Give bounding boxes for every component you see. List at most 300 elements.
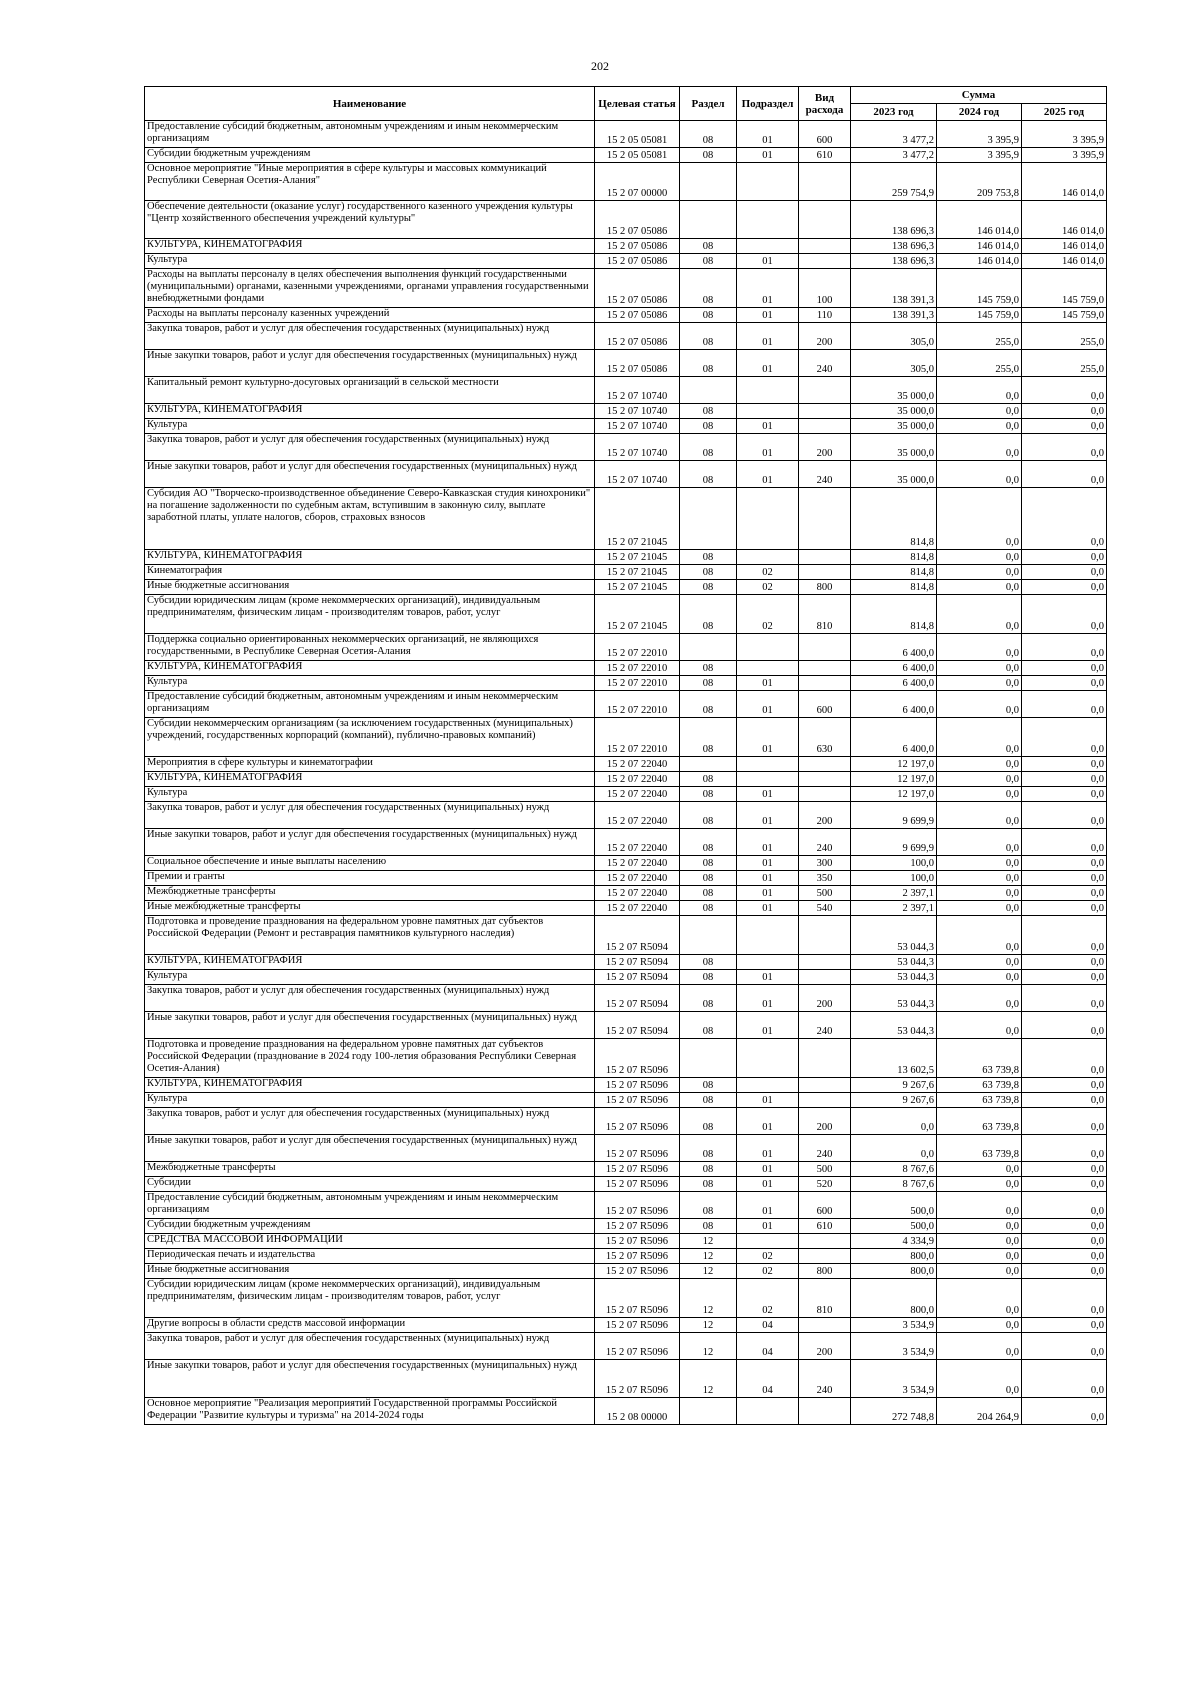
row-sum-2023: 53 044,3	[851, 955, 937, 970]
row-name: Культура	[145, 970, 595, 985]
row-sum-2024: 0,0	[937, 634, 1022, 661]
row-name: Предоставление субсидий бюджетным, автономным учреждениям и иным некоммерческим организациям	[145, 121, 595, 148]
row-article: 15 2 07 05086	[595, 254, 680, 269]
table-row	[145, 901, 1107, 916]
row-section: 08	[680, 802, 737, 829]
row-name: Культура	[145, 676, 595, 691]
row-sum-2025: 146 014,0	[1022, 239, 1107, 254]
row-section: 08	[680, 901, 737, 916]
row-article: 15 2 07 R5094	[595, 970, 680, 985]
table-row	[145, 1093, 1107, 1108]
row-sum-2024: 0,0	[937, 419, 1022, 434]
row-expense-type: 350	[799, 871, 851, 886]
row-name: Субсидии юридическим лицам (кроме некоммерческих организаций), индивидуальным предпринимателям, физическим лицам - производителям товаров, работ, услуг	[145, 1279, 595, 1318]
row-article: 15 2 07 05086	[595, 201, 680, 239]
row-name: СРЕДСТВА МАССОВОЙ ИНФОРМАЦИИ	[145, 1234, 595, 1249]
table-row	[145, 1249, 1107, 1264]
row-sum-2023: 3 534,9	[851, 1360, 937, 1398]
row-expense-type	[799, 201, 851, 239]
row-sum-2024: 255,0	[937, 350, 1022, 377]
row-sum-2023: 3 477,2	[851, 148, 937, 163]
row-sum-2024: 0,0	[937, 1177, 1022, 1192]
row-expense-type: 810	[799, 595, 851, 634]
row-section	[680, 1039, 737, 1078]
row-expense-type	[799, 970, 851, 985]
row-subsection	[737, 377, 799, 404]
row-subsection: 01	[737, 901, 799, 916]
row-expense-type: 200	[799, 1333, 851, 1360]
row-section: 08	[680, 871, 737, 886]
row-expense-type: 240	[799, 1360, 851, 1398]
row-subsection: 01	[737, 886, 799, 901]
row-expense-type: 110	[799, 308, 851, 323]
row-sum-2025: 0,0	[1022, 1264, 1107, 1279]
row-section: 12	[680, 1249, 737, 1264]
row-sum-2025: 0,0	[1022, 985, 1107, 1012]
row-sum-2024: 63 739,8	[937, 1039, 1022, 1078]
row-expense-type	[799, 955, 851, 970]
row-sum-2023: 138 391,3	[851, 269, 937, 308]
row-sum-2024: 145 759,0	[937, 308, 1022, 323]
table-row	[145, 1192, 1107, 1219]
row-sum-2024: 0,0	[937, 1318, 1022, 1333]
row-name: Основное мероприятие "Реализация мероприятий Государственной программы Российской Федерации "Развитие культуры и туризма" на 2014-2024 годы	[145, 1398, 595, 1425]
row-subsection	[737, 634, 799, 661]
row-expense-type: 610	[799, 148, 851, 163]
row-subsection	[737, 488, 799, 550]
table-row	[145, 1219, 1107, 1234]
row-sum-2024: 0,0	[937, 757, 1022, 772]
row-article: 15 2 07 R5096	[595, 1249, 680, 1264]
row-sum-2023: 35 000,0	[851, 419, 937, 434]
row-subsection: 01	[737, 121, 799, 148]
row-sum-2024: 145 759,0	[937, 269, 1022, 308]
row-name: Закупка товаров, работ и услуг для обеспечения государственных (муниципальных) нужд	[145, 434, 595, 461]
row-subsection: 01	[737, 1162, 799, 1177]
row-sum-2025: 0,0	[1022, 1234, 1107, 1249]
row-article: 15 2 07 R5094	[595, 916, 680, 955]
row-sum-2025: 0,0	[1022, 1279, 1107, 1318]
row-sum-2023: 35 000,0	[851, 434, 937, 461]
row-name: Периодическая печать и издательства	[145, 1249, 595, 1264]
row-sum-2024: 63 739,8	[937, 1135, 1022, 1162]
table-row	[145, 1234, 1107, 1249]
table-row	[145, 634, 1107, 661]
row-sum-2024: 0,0	[937, 1249, 1022, 1264]
row-subsection: 01	[737, 676, 799, 691]
row-expense-type	[799, 1078, 851, 1093]
row-sum-2024: 0,0	[937, 404, 1022, 419]
row-sum-2024: 209 753,8	[937, 163, 1022, 201]
row-sum-2025: 0,0	[1022, 1360, 1107, 1398]
row-name: Субсидии некоммерческим организациям (за исключением государственных (муниципальных) учреждений, государственных корпораций (компаний), публично-правовых компаний)	[145, 718, 595, 757]
table-row	[145, 955, 1107, 970]
row-name: КУЛЬТУРА, КИНЕМАТОГРАФИЯ	[145, 772, 595, 787]
row-subsection: 01	[737, 1177, 799, 1192]
row-subsection	[737, 1398, 799, 1425]
row-sum-2023: 305,0	[851, 350, 937, 377]
row-expense-type	[799, 419, 851, 434]
row-name: Иные бюджетные ассигнования	[145, 1264, 595, 1279]
row-sum-2024: 0,0	[937, 1219, 1022, 1234]
row-sum-2025: 3 395,9	[1022, 148, 1107, 163]
row-expense-type: 520	[799, 1177, 851, 1192]
row-sum-2023: 53 044,3	[851, 1012, 937, 1039]
row-section	[680, 757, 737, 772]
row-name: КУЛЬТУРА, КИНЕМАТОГРАФИЯ	[145, 239, 595, 254]
table-row	[145, 1108, 1107, 1135]
row-sum-2024: 0,0	[937, 1279, 1022, 1318]
row-article: 15 2 07 R5096	[595, 1039, 680, 1078]
row-sum-2023: 814,8	[851, 580, 937, 595]
row-sum-2024: 0,0	[937, 871, 1022, 886]
row-expense-type: 200	[799, 434, 851, 461]
row-article: 15 2 07 05086	[595, 323, 680, 350]
row-section: 08	[680, 254, 737, 269]
row-subsection: 01	[737, 1135, 799, 1162]
row-sum-2023: 305,0	[851, 323, 937, 350]
row-sum-2025: 0,0	[1022, 970, 1107, 985]
row-expense-type	[799, 1318, 851, 1333]
header-name: Наименование	[145, 87, 595, 121]
row-sum-2023: 9 699,9	[851, 802, 937, 829]
row-sum-2024: 146 014,0	[937, 201, 1022, 239]
row-expense-type	[799, 1039, 851, 1078]
row-expense-type: 500	[799, 1162, 851, 1177]
row-name: Культура	[145, 254, 595, 269]
row-expense-type	[799, 163, 851, 201]
row-section: 12	[680, 1333, 737, 1360]
header-section: Раздел	[680, 87, 737, 121]
row-section: 08	[680, 691, 737, 718]
row-sum-2023: 100,0	[851, 871, 937, 886]
row-sum-2024: 0,0	[937, 488, 1022, 550]
row-subsection: 01	[737, 1192, 799, 1219]
row-article: 15 2 07 22040	[595, 787, 680, 802]
row-sum-2023: 500,0	[851, 1192, 937, 1219]
row-expense-type: 240	[799, 829, 851, 856]
row-section: 08	[680, 1192, 737, 1219]
row-expense-type	[799, 377, 851, 404]
row-sum-2024: 0,0	[937, 787, 1022, 802]
row-subsection: 01	[737, 970, 799, 985]
row-section: 08	[680, 1219, 737, 1234]
row-sum-2024: 0,0	[937, 434, 1022, 461]
row-sum-2025: 0,0	[1022, 595, 1107, 634]
row-sum-2023: 53 044,3	[851, 985, 937, 1012]
row-name: Закупка товаров, работ и услуг для обеспечения государственных (муниципальных) нужд	[145, 985, 595, 1012]
row-sum-2024: 3 395,9	[937, 121, 1022, 148]
row-expense-type	[799, 772, 851, 787]
row-section: 08	[680, 595, 737, 634]
row-expense-type: 240	[799, 1012, 851, 1039]
row-article: 15 2 07 R5094	[595, 1012, 680, 1039]
table-row	[145, 254, 1107, 269]
row-article: 15 2 07 21045	[595, 550, 680, 565]
row-subsection	[737, 955, 799, 970]
row-section: 08	[680, 565, 737, 580]
row-sum-2024: 0,0	[937, 1234, 1022, 1249]
row-sum-2023: 53 044,3	[851, 970, 937, 985]
row-article: 15 2 07 R5096	[595, 1219, 680, 1234]
row-article: 15 2 07 10740	[595, 404, 680, 419]
header-article: Целевая статья	[595, 87, 680, 121]
row-sum-2023: 814,8	[851, 488, 937, 550]
row-expense-type	[799, 757, 851, 772]
row-sum-2024: 0,0	[937, 985, 1022, 1012]
row-name: Закупка товаров, работ и услуг для обеспечения государственных (муниципальных) нужд	[145, 1108, 595, 1135]
row-expense-type: 240	[799, 1135, 851, 1162]
row-sum-2023: 35 000,0	[851, 404, 937, 419]
row-article: 15 2 07 21045	[595, 488, 680, 550]
row-subsection: 01	[737, 829, 799, 856]
row-sum-2023: 8 767,6	[851, 1162, 937, 1177]
row-article: 15 2 07 22040	[595, 886, 680, 901]
row-article: 15 2 07 10740	[595, 461, 680, 488]
row-sum-2023: 6 400,0	[851, 691, 937, 718]
row-sum-2025: 146 014,0	[1022, 254, 1107, 269]
row-subsection	[737, 661, 799, 676]
row-subsection: 02	[737, 595, 799, 634]
table-row	[145, 461, 1107, 488]
row-sum-2023: 272 748,8	[851, 1398, 937, 1425]
row-subsection: 01	[737, 1219, 799, 1234]
row-sum-2024: 0,0	[937, 377, 1022, 404]
row-article: 15 2 07 R5096	[595, 1279, 680, 1318]
row-section: 08	[680, 1135, 737, 1162]
table-row	[145, 1279, 1107, 1318]
row-sum-2024: 0,0	[937, 691, 1022, 718]
row-expense-type	[799, 488, 851, 550]
row-sum-2025: 0,0	[1022, 1162, 1107, 1177]
row-article: 15 2 07 R5096	[595, 1162, 680, 1177]
row-sum-2025: 0,0	[1022, 580, 1107, 595]
row-sum-2025: 0,0	[1022, 565, 1107, 580]
row-expense-type: 200	[799, 802, 851, 829]
row-article: 15 2 07 22040	[595, 772, 680, 787]
row-article: 15 2 07 05086	[595, 350, 680, 377]
row-section: 08	[680, 580, 737, 595]
row-section: 08	[680, 1177, 737, 1192]
row-subsection: 01	[737, 1108, 799, 1135]
row-article: 15 2 07 22010	[595, 676, 680, 691]
table-row	[145, 595, 1107, 634]
header-sum: Сумма	[851, 87, 1107, 104]
row-name: Иные закупки товаров, работ и услуг для обеспечения государственных (муниципальных) нужд	[145, 350, 595, 377]
row-subsection: 02	[737, 1249, 799, 1264]
row-sum-2024: 0,0	[937, 1012, 1022, 1039]
row-sum-2024: 0,0	[937, 970, 1022, 985]
table-row	[145, 757, 1107, 772]
row-sum-2025: 0,0	[1022, 1219, 1107, 1234]
row-section	[680, 201, 737, 239]
row-sum-2023: 9 267,6	[851, 1078, 937, 1093]
row-sum-2025: 0,0	[1022, 676, 1107, 691]
table-row	[145, 916, 1107, 955]
row-article: 15 2 07 22010	[595, 661, 680, 676]
row-sum-2023: 2 397,1	[851, 886, 937, 901]
table-row	[145, 802, 1107, 829]
row-article: 15 2 07 21045	[595, 595, 680, 634]
row-name: Культура	[145, 787, 595, 802]
row-article: 15 2 07 22040	[595, 829, 680, 856]
row-article: 15 2 07 22040	[595, 802, 680, 829]
row-sum-2025: 0,0	[1022, 955, 1107, 970]
row-expense-type: 300	[799, 856, 851, 871]
row-sum-2023: 6 400,0	[851, 661, 937, 676]
row-name: Субсидии бюджетным учреждениям	[145, 1219, 595, 1234]
row-expense-type	[799, 634, 851, 661]
table-row	[145, 239, 1107, 254]
row-article: 15 2 07 21045	[595, 565, 680, 580]
row-sum-2025: 0,0	[1022, 901, 1107, 916]
row-sum-2025: 0,0	[1022, 802, 1107, 829]
row-section: 08	[680, 787, 737, 802]
row-subsection: 01	[737, 308, 799, 323]
row-article: 15 2 05 05081	[595, 148, 680, 163]
row-expense-type: 630	[799, 718, 851, 757]
row-section: 08	[680, 886, 737, 901]
row-name: Межбюджетные трансферты	[145, 1162, 595, 1177]
row-sum-2024: 0,0	[937, 829, 1022, 856]
row-section: 08	[680, 419, 737, 434]
row-sum-2025: 146 014,0	[1022, 163, 1107, 201]
row-sum-2023: 138 391,3	[851, 308, 937, 323]
row-sum-2025: 0,0	[1022, 757, 1107, 772]
row-section: 08	[680, 404, 737, 419]
row-expense-type	[799, 1398, 851, 1425]
row-name: Иные закупки товаров, работ и услуг для обеспечения государственных (муниципальных) нужд	[145, 1012, 595, 1039]
row-sum-2023: 0,0	[851, 1135, 937, 1162]
row-subsection	[737, 550, 799, 565]
row-sum-2023: 100,0	[851, 856, 937, 871]
row-sum-2023: 500,0	[851, 1219, 937, 1234]
table-row	[145, 148, 1107, 163]
row-expense-type	[799, 661, 851, 676]
row-section: 08	[680, 676, 737, 691]
row-sum-2024: 255,0	[937, 323, 1022, 350]
row-sum-2025: 146 014,0	[1022, 201, 1107, 239]
table-row	[145, 1333, 1107, 1360]
row-section: 12	[680, 1234, 737, 1249]
row-sum-2025: 0,0	[1022, 1108, 1107, 1135]
row-article: 15 2 07 R5096	[595, 1078, 680, 1093]
row-expense-type: 200	[799, 1108, 851, 1135]
row-sum-2024: 3 395,9	[937, 148, 1022, 163]
table-row	[145, 886, 1107, 901]
row-expense-type	[799, 565, 851, 580]
header-2025: 2025 год	[1022, 104, 1107, 121]
row-sum-2024: 0,0	[937, 1162, 1022, 1177]
row-section: 08	[680, 239, 737, 254]
row-article: 15 2 07 R5094	[595, 955, 680, 970]
row-sum-2025: 0,0	[1022, 1192, 1107, 1219]
row-name: Подготовка и проведение празднования на федеральном уровне памятных дат субъектов Российской Федерации (празднование в 2024 году 100-летия образования Республики Северная Осетия-Алания)	[145, 1039, 595, 1078]
row-sum-2023: 4 334,9	[851, 1234, 937, 1249]
row-sum-2024: 0,0	[937, 1192, 1022, 1219]
row-sum-2024: 0,0	[937, 718, 1022, 757]
table-row	[145, 787, 1107, 802]
row-sum-2023: 9 699,9	[851, 829, 937, 856]
row-sum-2025: 145 759,0	[1022, 308, 1107, 323]
table-body	[145, 121, 1107, 1425]
row-sum-2025: 0,0	[1022, 1135, 1107, 1162]
row-article: 15 2 07 22010	[595, 718, 680, 757]
row-section: 08	[680, 148, 737, 163]
row-sum-2024: 0,0	[937, 772, 1022, 787]
row-sum-2023: 800,0	[851, 1264, 937, 1279]
row-sum-2025: 0,0	[1022, 434, 1107, 461]
row-article: 15 2 07 R5096	[595, 1318, 680, 1333]
row-sum-2023: 0,0	[851, 1108, 937, 1135]
row-name: КУЛЬТУРА, КИНЕМАТОГРАФИЯ	[145, 550, 595, 565]
row-subsection: 01	[737, 1093, 799, 1108]
row-sum-2025: 0,0	[1022, 419, 1107, 434]
row-subsection: 02	[737, 580, 799, 595]
row-sum-2024: 146 014,0	[937, 239, 1022, 254]
table-row	[145, 1135, 1107, 1162]
row-name: Поддержка социально ориентированных некоммерческих организаций, не являющихся государственными, в Республике Северная Осетия-Алания	[145, 634, 595, 661]
row-sum-2025: 0,0	[1022, 772, 1107, 787]
row-subsection: 04	[737, 1318, 799, 1333]
row-name: Основное мероприятие "Иные мероприятия в сфере культуры и массовых коммуникаций Республики Северная Осетия-Алания"	[145, 163, 595, 201]
row-sum-2023: 35 000,0	[851, 461, 937, 488]
row-name: Капитальный ремонт культурно-досуговых организаций в сельской местности	[145, 377, 595, 404]
table-row	[145, 661, 1107, 676]
row-name: Иные закупки товаров, работ и услуг для обеспечения государственных (муниципальных) нужд	[145, 461, 595, 488]
row-section	[680, 163, 737, 201]
row-expense-type: 600	[799, 691, 851, 718]
row-sum-2024: 63 739,8	[937, 1108, 1022, 1135]
row-sum-2025: 0,0	[1022, 829, 1107, 856]
row-name: Иные закупки товаров, работ и услуг для обеспечения государственных (муниципальных) нужд	[145, 1360, 595, 1398]
row-section: 08	[680, 1078, 737, 1093]
row-expense-type: 200	[799, 323, 851, 350]
row-name: КУЛЬТУРА, КИНЕМАТОГРАФИЯ	[145, 955, 595, 970]
row-sum-2023: 814,8	[851, 565, 937, 580]
row-section: 12	[680, 1360, 737, 1398]
row-name: Культура	[145, 419, 595, 434]
row-sum-2024: 0,0	[937, 886, 1022, 901]
table-row	[145, 970, 1107, 985]
row-section	[680, 1398, 737, 1425]
row-article: 15 2 07 R5096	[595, 1135, 680, 1162]
row-subsection: 04	[737, 1333, 799, 1360]
row-sum-2025: 0,0	[1022, 871, 1107, 886]
row-section: 08	[680, 323, 737, 350]
row-name: Культура	[145, 1093, 595, 1108]
row-sum-2023: 35 000,0	[851, 377, 937, 404]
row-article: 15 2 07 21045	[595, 580, 680, 595]
header-2024: 2024 год	[937, 104, 1022, 121]
table-row	[145, 550, 1107, 565]
row-sum-2023: 3 477,2	[851, 121, 937, 148]
row-sum-2024: 63 739,8	[937, 1093, 1022, 1108]
table-row	[145, 829, 1107, 856]
row-sum-2024: 0,0	[937, 550, 1022, 565]
table-row	[145, 377, 1107, 404]
table-row	[145, 718, 1107, 757]
row-subsection	[737, 916, 799, 955]
table-row	[145, 404, 1107, 419]
row-sum-2023: 138 696,3	[851, 201, 937, 239]
row-name: Закупка товаров, работ и услуг для обеспечения государственных (муниципальных) нужд	[145, 1333, 595, 1360]
row-expense-type: 240	[799, 350, 851, 377]
row-article: 15 2 07 10740	[595, 434, 680, 461]
row-expense-type	[799, 1249, 851, 1264]
row-subsection: 02	[737, 565, 799, 580]
row-sum-2023: 13 602,5	[851, 1039, 937, 1078]
